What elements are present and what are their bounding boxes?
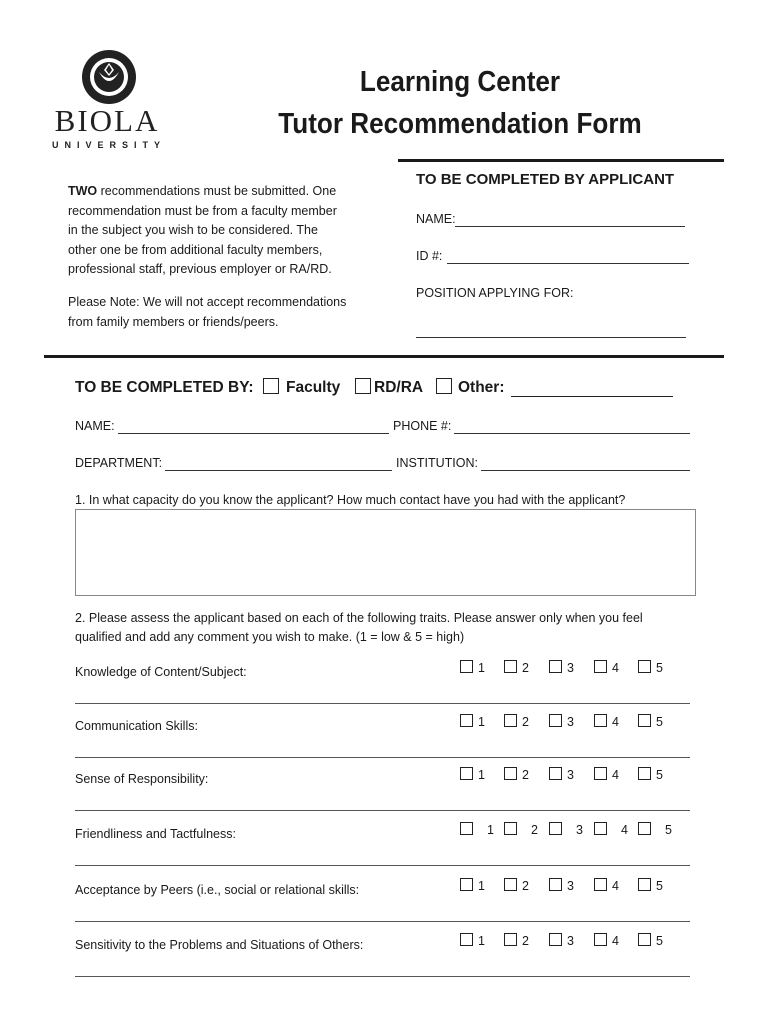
rating-1-label: 1 <box>478 661 485 675</box>
rating-2-label: 2 <box>522 934 529 948</box>
rating-5-checkbox[interactable] <box>638 933 651 946</box>
rating-3-checkbox[interactable] <box>549 714 562 727</box>
applicant-heading: TO BE COMPLETED BY APPLICANT <box>416 171 675 188</box>
intro-line-3: in the subject you wish to be considered. The <box>68 223 318 237</box>
rating-5-label: 5 <box>665 823 672 837</box>
rd-ra-label: RD/RA <box>374 379 424 396</box>
applicant-position-label: POSITION APPLYING FOR: <box>416 286 574 300</box>
rating-3-label: 3 <box>567 879 574 893</box>
rating-2-checkbox[interactable] <box>504 660 517 673</box>
header-rule <box>398 159 724 162</box>
rating-4-label: 4 <box>612 768 619 782</box>
name-field[interactable] <box>118 421 389 434</box>
rating-2-label: 2 <box>531 823 538 837</box>
rating-4-checkbox[interactable] <box>594 878 607 891</box>
rating-1-checkbox[interactable] <box>460 660 473 673</box>
rating-2-label: 2 <box>522 768 529 782</box>
rating-1-checkbox[interactable] <box>460 767 473 780</box>
page-title-line-2: Tutor Recommendation Form <box>278 108 642 140</box>
rating-4-label: 4 <box>612 934 619 948</box>
trait-comment-line[interactable] <box>75 703 690 704</box>
trait-label: Knowledge of Content/Subject: <box>75 665 247 679</box>
rating-3-label: 3 <box>567 768 574 782</box>
question-2-line-2: qualified and add any comment you wish to make. (1 = low & 5 = high) <box>75 630 465 644</box>
faculty-label: Faculty <box>286 379 341 396</box>
other-field[interactable] <box>511 382 673 397</box>
trait-label: Sense of Responsibility: <box>75 772 209 786</box>
rating-4-checkbox[interactable] <box>594 660 607 673</box>
logo-subtitle: UNIVERSITY <box>51 140 166 150</box>
rating-5-label: 5 <box>656 768 663 782</box>
rating-4-checkbox[interactable] <box>594 933 607 946</box>
rating-5-checkbox[interactable] <box>638 878 651 891</box>
biola-logo <box>44 44 174 154</box>
department-field[interactable] <box>165 458 392 471</box>
rating-2-label: 2 <box>522 661 529 675</box>
faculty-checkbox[interactable] <box>263 378 279 394</box>
trait-comment-line[interactable] <box>75 757 690 758</box>
intro-line-1: recommendations must be submitted. One <box>97 184 337 198</box>
intro-two: TWO <box>68 184 98 198</box>
phone-field[interactable] <box>454 421 690 434</box>
rating-1-checkbox[interactable] <box>460 878 473 891</box>
intro-line-2: recommendation must be from a faculty member <box>68 203 337 218</box>
rating-5-label: 5 <box>656 715 663 729</box>
intro-note <box>68 293 388 332</box>
other-label: Other: <box>458 379 505 396</box>
rating-3-label: 3 <box>576 823 583 837</box>
section-rule <box>44 355 724 358</box>
rating-4-label: 4 <box>621 823 628 837</box>
biola-emblem-icon <box>80 48 138 106</box>
rating-1-label: 1 <box>478 934 485 948</box>
trait-comment-line[interactable] <box>75 865 690 866</box>
completed-by-heading: TO BE COMPLETED BY: <box>75 379 254 396</box>
rating-1-checkbox[interactable] <box>460 933 473 946</box>
rating-4-checkbox[interactable] <box>594 714 607 727</box>
rating-5-checkbox[interactable] <box>638 767 651 780</box>
institution-field[interactable] <box>481 458 690 471</box>
rating-5-checkbox[interactable] <box>638 822 651 835</box>
rating-5-checkbox[interactable] <box>638 660 651 673</box>
rating-3-label: 3 <box>567 661 574 675</box>
trait-comment-line[interactable] <box>75 810 690 811</box>
institution-label: INSTITUTION: <box>396 456 478 470</box>
rating-5-label: 5 <box>656 934 663 948</box>
department-label: DEPARTMENT: <box>75 456 163 470</box>
rating-2-label: 2 <box>522 879 529 893</box>
other-checkbox[interactable] <box>436 378 452 394</box>
rating-3-label: 3 <box>567 715 574 729</box>
rating-2-checkbox[interactable] <box>504 822 517 835</box>
rating-3-checkbox[interactable] <box>549 878 562 891</box>
intro-line-4: other one be from additional faculty members, <box>68 242 323 257</box>
rating-5-checkbox[interactable] <box>638 714 651 727</box>
trait-label: Friendliness and Tactfulness: <box>75 827 236 841</box>
trait-comment-line[interactable] <box>75 921 690 922</box>
applicant-id-label: ID #: <box>416 249 443 263</box>
rating-4-label: 4 <box>612 715 619 729</box>
intro-text <box>68 182 388 280</box>
rating-2-checkbox[interactable] <box>504 933 517 946</box>
rating-1-label: 1 <box>478 879 485 893</box>
applicant-id-field[interactable] <box>447 251 689 264</box>
intro-note-line-1: Please Note: We will not accept recommendations <box>68 295 347 309</box>
question-1: 1. In what capacity do you know the applicant? How much contact have you had with the applicant? <box>75 493 626 507</box>
trait-label: Acceptance by Peers (i.e., social or relational skills: <box>75 883 360 897</box>
name-label: NAME: <box>75 419 115 433</box>
applicant-name-label: NAME: <box>416 212 456 226</box>
rating-3-checkbox[interactable] <box>549 822 562 835</box>
rating-3-checkbox[interactable] <box>549 660 562 673</box>
rating-4-label: 4 <box>612 661 619 675</box>
phone-label: PHONE #: <box>393 419 452 433</box>
rating-3-checkbox[interactable] <box>549 767 562 780</box>
rating-4-checkbox[interactable] <box>594 822 607 835</box>
rating-2-label: 2 <box>522 715 529 729</box>
applicant-position-field[interactable] <box>416 325 686 338</box>
rating-1-label: 1 <box>478 715 485 729</box>
intro-line-5: professional staff, previous employer or RA/RD. <box>68 262 332 276</box>
logo-wordmark: BIOLA <box>54 103 160 138</box>
rating-2-checkbox[interactable] <box>504 714 517 727</box>
rating-1-label: 1 <box>487 823 494 837</box>
rating-4-label: 4 <box>612 879 619 893</box>
rd-ra-checkbox[interactable] <box>355 378 371 394</box>
rating-1-label: 1 <box>478 768 485 782</box>
rating-5-label: 5 <box>656 661 663 675</box>
intro-note-line-2: from family members or friends/peers. <box>68 314 279 329</box>
question-1-answer-box[interactable] <box>75 509 696 596</box>
trait-label: Communication Skills: <box>75 719 198 733</box>
rating-5-label: 5 <box>656 879 663 893</box>
rating-4-checkbox[interactable] <box>594 767 607 780</box>
question-2-line-1: 2. Please assess the applicant based on each of the following traits. Please answer only when you feel <box>75 611 643 625</box>
rating-1-checkbox[interactable] <box>460 822 473 835</box>
question-2 <box>75 609 715 647</box>
trait-label: Sensitivity to the Problems and Situations of Others: <box>75 938 364 952</box>
rating-1-checkbox[interactable] <box>460 714 473 727</box>
rating-3-checkbox[interactable] <box>549 933 562 946</box>
trait-comment-line[interactable] <box>75 976 690 977</box>
page-title-line-1: Learning Center <box>359 66 561 98</box>
rating-2-checkbox[interactable] <box>504 767 517 780</box>
rating-3-label: 3 <box>567 934 574 948</box>
applicant-name-field[interactable] <box>455 214 685 227</box>
rating-2-checkbox[interactable] <box>504 878 517 891</box>
